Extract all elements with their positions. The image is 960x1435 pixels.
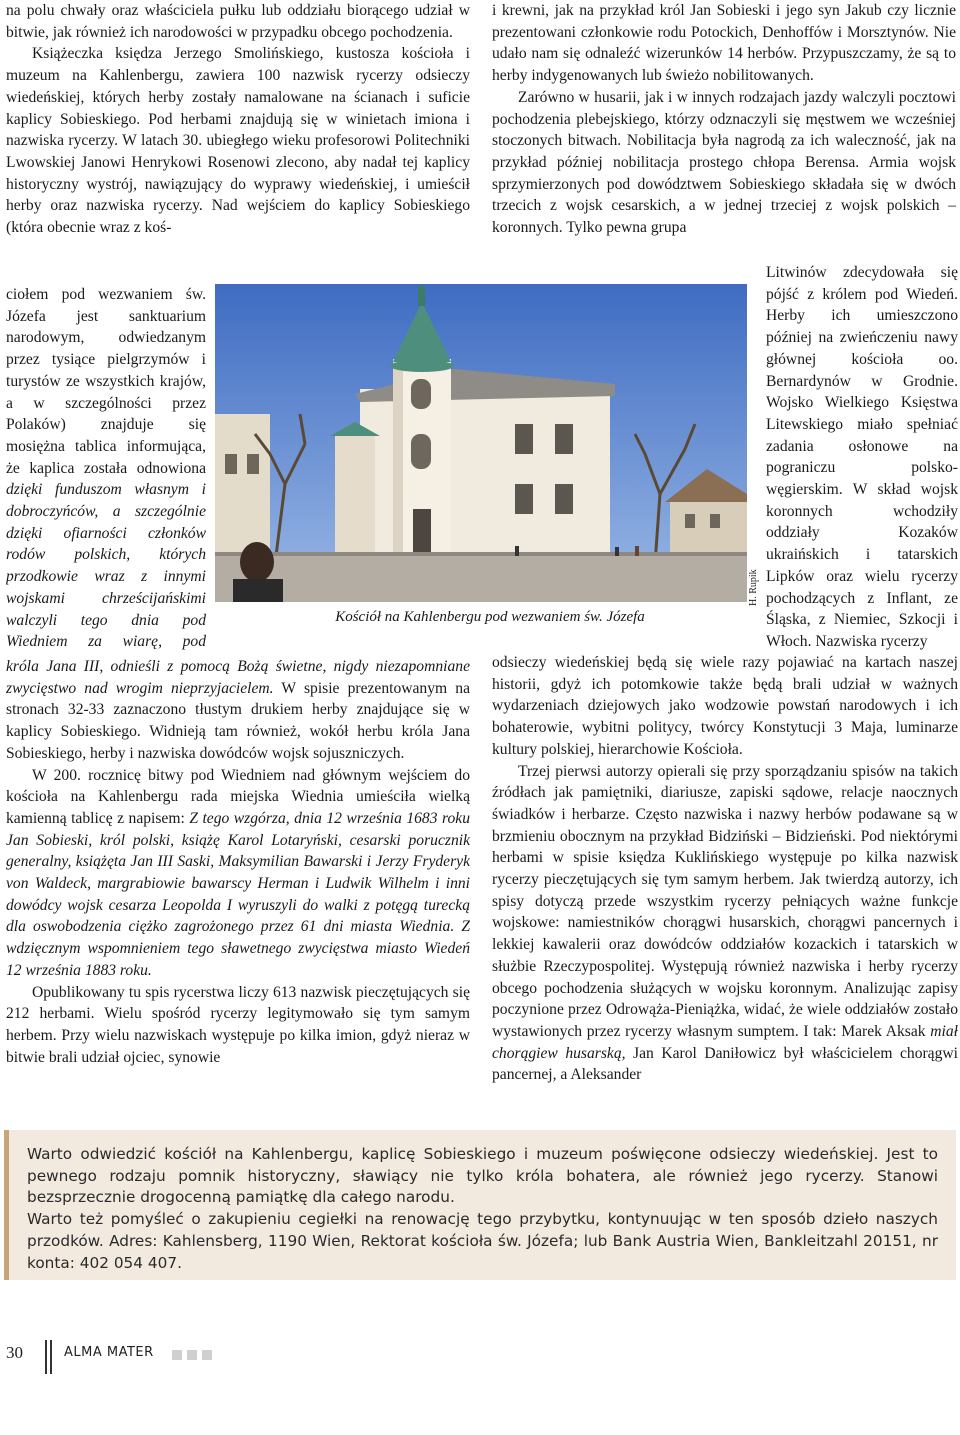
left-building bbox=[215, 414, 270, 564]
footer-divider bbox=[50, 1340, 52, 1374]
text-run: Trzej pierwsi autorzy opierali się przy sporządzaniu spisów na takich źródłach jak pamiętniki, diariusze, zapiski sądowe, relacje naocznych świadków i herbarze. Często nazwiska i nazwy herbów podawane są w brzmieniu obocznym na przykład Bidziński – Bidzieński. Pod niektórymi herbami w spisie księdza Kuklińskiego występuje po kilka nazwisk rycerzy pieczętujących się tym samym herbem. Jak twierdzą autorzy, ich spisy dotyczą przede wszystkim rycerzy pełniących ważne funkcje wojskowe: namiestników chorągwi husarskich, chorągwi pancernych i lekkiej kawalerii oraz dowódców oddziałów kozackich i tatarskich w służbie Rzeczypospolitej. Występują również nazwiska i herby rycerzy obcego pochodzenia służących w wojsku koronnym. Analizując zapisy poczynione przez Odrowąża-Pieniążka, widać, że wiele oddziałów zostało wystawionych przez rycerzy własnym sumptem. I tak: Marek Aksak bbox=[492, 762, 958, 1040]
right-house bbox=[670, 499, 747, 554]
paragraph bbox=[492, 761, 958, 1087]
page-footer bbox=[0, 1340, 960, 1380]
paragraph-continued: Litwinów zdecydowała się pójść z królem pod Wiedeń. Herby ich umieszczono później na zwieńczeniu nawy głównej kościoła oo. Bernardynów w Grodnie. Wojsko Wielkiego Księstwa Litewskiego miało spełniać zadania osłonowe na pograniczu polsko-węgierskim. W skład wojsk koronnych wchodziły oddziały Kozaków ukraińskich i tatarskich Lipków oraz wielu rycerzy pochodzących z Inflant, ze Śląska, z Niemiec, Szkocji i Włoch. Nazwiska rycerzy bbox=[766, 264, 958, 650]
church-wing bbox=[335, 434, 375, 554]
page-number: 30 bbox=[6, 1343, 23, 1362]
text-run: W spisie prezentowanym na stronach 32-33 zaznaczono tłustym drukiem herby znajdujące się w kaplicy Sobieskiego. Widnieją tam również, wokół herbu króla Jana Sobieskiego, herby i nazwiska dowódców wojsk sojuszniczych. bbox=[6, 679, 470, 762]
decorative-square bbox=[172, 1350, 182, 1360]
photo-caption: Kościół na Kahlenbergu pod wezwaniem św. Józefa bbox=[335, 609, 645, 625]
info-paragraph: Warto odwiedzić kościół na Kahlenbergu, kaplicę Sobieskiego i muzeum poświęcone odsieczy wiedeńskiej. Jest to pewnego rodzaju pomnik historyczny, sławiący nie tylko króla bohatera, ale również jego rycerzy. Stanowi bezsprzecznie drogocenną pamiątkę dla całego narodu. bbox=[27, 1145, 938, 1207]
italic-run: miał chorągiew husarską, bbox=[492, 1022, 958, 1062]
italic-inscription: Z tego wzgórza, dnia 12 września 1683 roku Jan Sobieski, król polski, książę Karol Lotaryński, cesarski porucznik generalny, książęta Jan III Saski, Maksymilian Bawarski i Jerzy Fryderyk von Waldeck, margrabiowie bawarscy Herman i Ludwik Wilhelm i inni dowódcy wojsk cesarza Leopolda I wyruszyli do walki z potęgą turecką dla oswobodzenia ciężko zagrożonego przez 61 dni miasta Wiednia. Z wdzięcznym wspomnieniem tego sławetnego zwycięstwa miasto Wiedeń 12 września 1883 roku. bbox=[6, 809, 470, 979]
decorative-square bbox=[202, 1350, 212, 1360]
info-box bbox=[4, 1130, 956, 1280]
paragraph bbox=[6, 765, 470, 982]
paragraph: na polu chwały oraz właściciela pułku lub oddziału biorącego udział w bitwie, jak również ich narodowości w przypadku obcego pochodzenia. bbox=[6, 2, 470, 41]
paragraph: i krewni, jak na przykład król Jan Sobieski i jego syn Jakub czy licznie prezentowani członkowie rodu Potockich, Denhoffów i Morsztynów. Nie udało nam się odnaleźć wizerunków 14 herbów. Przypuszczamy, że są to herby indygenowanych lub świeżo nobilitowanych. bbox=[492, 2, 956, 85]
text-run: Jan Karol Daniłowicz był właścicielem chorągwi pancernej, a Aleksander bbox=[492, 1044, 958, 1084]
text-run: W 200. rocznicę bitwy pod Wiedniem nad głównym wejściem do kościoła na Kahlenbergu rada miejska Wiednia umieściła wielką kamienną tablicę z napisem: bbox=[6, 766, 470, 827]
paragraph-continued: odsieczy wiedeńskiej będą się wiele razy pojawiać na kartach naszej historii, gdyż ich potomkowie także będą brali udział w ważnych wydarzeniach dziejowych jako wodzowie powstań narodowych i ich bohaterowie, wybitni politycy, twórcy Konstytucji 3 Maja, luminarze kultury polskiej, hierarchowie Kościoła. bbox=[492, 654, 958, 758]
journal-name: ALMA MATER bbox=[64, 1345, 154, 1360]
paragraph-continued bbox=[6, 656, 470, 765]
photo-credit: H. Rupik bbox=[748, 569, 759, 606]
footer-divider bbox=[45, 1340, 47, 1374]
info-paragraph: Warto też pomyśleć o zakupieniu cegiełki na renowację tego przybytku, kontynuując w ten sposób dzieło naszych przodków. Adres: Kahlensberg, 1190 Wien, Rektorat kościoła św. Józefa; lub Bank Austria Wien, Bankleitzahl 20151, nr konta: 402 054 407. bbox=[27, 1210, 938, 1272]
decorative-square bbox=[187, 1350, 197, 1360]
italic-quote: króla Jana III, odnieśli z pomocą Bożą świetne, nigdy niezapomniane zwycięstwo nad wrogim nieprzyjacielem. bbox=[6, 658, 470, 697]
paragraph-continued bbox=[6, 284, 206, 656]
left-column-bottom bbox=[6, 656, 470, 1116]
paragraph: Opublikowany tu spis rycerstwa liczy 613 nazwisk pieczętujących się 212 herbami. Wielu spośród rycerzy legitymowało się tym samym herbem. Przy wielu nazwiskach występuje po kilka imion, gdyż nieraz w bitwie brali udział ojciec, synowie bbox=[6, 983, 470, 1066]
right-column-top bbox=[492, 0, 956, 262]
left-column-top bbox=[6, 0, 470, 284]
paragraph: Zarówno w husarii, jak i w innych rodzajach jazdy walczyli pocztowi pochodzenia plebejskiego, którzy odznaczyli się męstwem we wcześniej stoczonych bitwach. Nobilitacja była nagrodą za ich waleczność, jak na przykład później nobilitacja prostego chłopa Berensa. Armia wojsk sprzymierzonych pod dowództwem Sobieskiego składała się w dwóch trzecich z wojsk cesarskich, a w jednej trzeciej z wojsk polskich – koronnych. Tylko pewna grupa bbox=[492, 88, 956, 237]
person-body bbox=[233, 579, 283, 602]
right-column-bottom bbox=[492, 652, 958, 1114]
right-column-wrap bbox=[766, 262, 958, 652]
italic-quote: dzięki funduszom własnym i dobroczyńców, a szczególnie dzięki ofiarności członków rodów polskich, których przodkowie wraz z innymi wojskami chrześcijańskimi walczyli tego dnia pod Wiedniem za wiarę, pod bbox=[6, 481, 206, 651]
left-column-wrap bbox=[6, 284, 206, 656]
paragraph: Książeczka księdza Jerzego Smolińskiego, kustosza kościoła i muzeum na Kahlenbergu, zawiera 100 nazwisk rycerzy odsieczy wiedeńskiej, których herby zostały namalowane na ścianach i suficie kaplicy Sobieskiego. Pod herbami znajdują się w winietach imiona i nazwiska rycerzy. W latach 30. ubiegłego wieku profesorowi Politechniki Lwowskiej Janowi Henrykowi Rosenowi zlecono, aby nadał tej kaplicy historyczny wystrój, nawiązujący do wyprawy wiedeńskiej, i umieścił herby oraz nazwiska rycerzy. Nad wejściem do kaplicy Sobieskiego (która obecnie wraz z koś- bbox=[6, 45, 470, 237]
person-head bbox=[240, 542, 274, 582]
text-run: ciołem pod wezwaniem św. Józefa jest sanktuarium narodowym, odwiedzanym przez tysiące pielgrzymów i turystów ze wszystkich krajów, a w szczególności przez Polaków) znajduje się mosiężna tablica informująca, że kaplica została odnowiona bbox=[6, 286, 206, 477]
church-photo bbox=[215, 284, 747, 602]
church-illustration bbox=[215, 284, 747, 602]
plaza bbox=[215, 552, 747, 602]
